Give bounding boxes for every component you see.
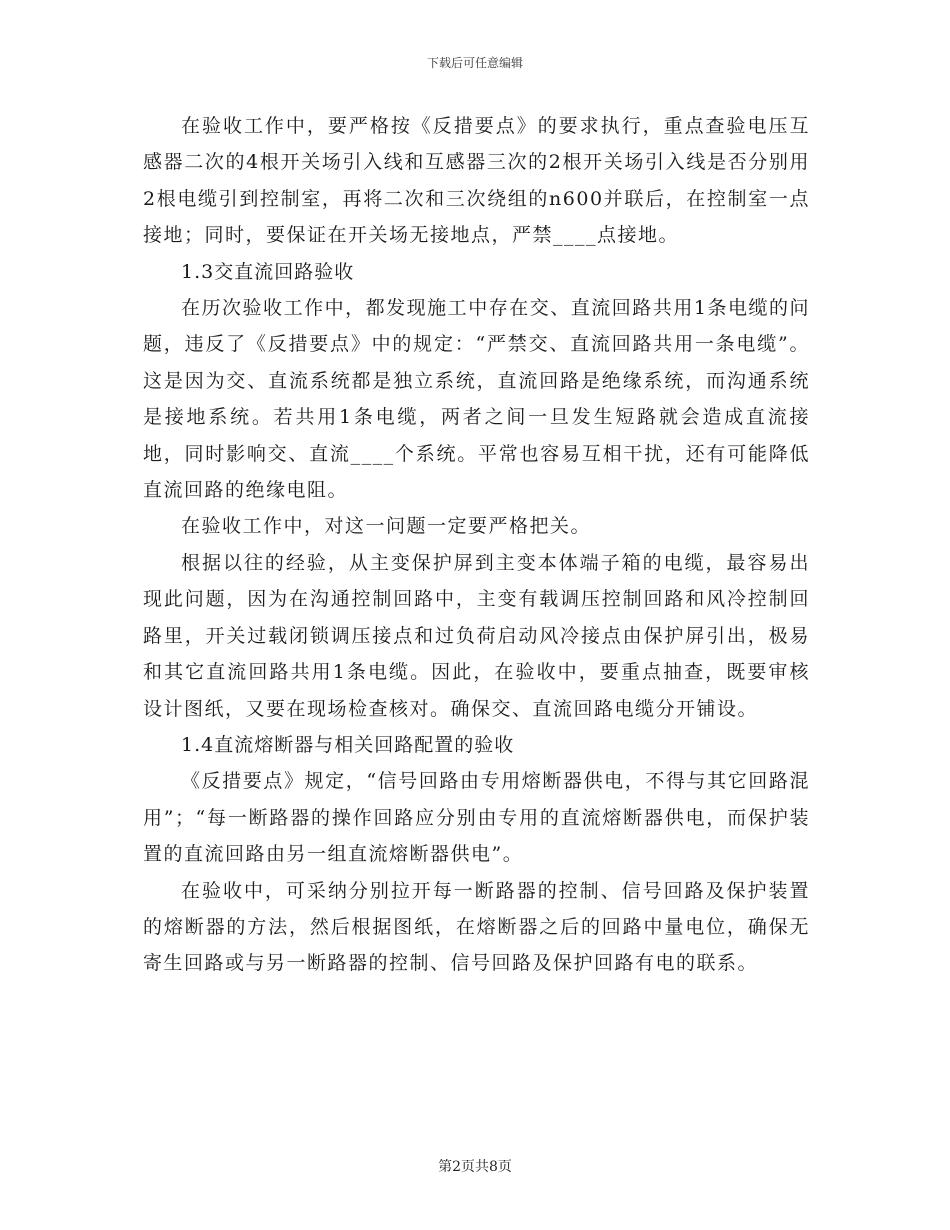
page-footer: 第2页共8页 [438, 1159, 512, 1175]
section-heading-1-4: 1.4直流熔断器与相关回路配置的验收 [181, 733, 515, 756]
paragraph-fuse-regulation: 《反措要点》规定，“信号回路由专用熔断器供电，不得与其它回路混用”；“每一断路器的操作回路应分别由专用的直流熔断器供电，而保护装置的直流回路由另一组直流熔断器供电”。 [143, 770, 810, 866]
paragraph-ac-dc-shared-cable: 在历次验收工作中，都发现施工中存在交、直流回路共用1条电缆的问题，违反了《反措要点》中的规定：“严禁交、直流回路共用一条电缆”。这是因为交、直流系统都是独立系统，直流回路是绝缘系统，而沟通系统是接地系统。若共用1条电缆，两者之间一旦发生短路就会造成直流接地，同时影响交、直流____个系统。平常也容易互相干扰，还有可能降低直流回路的绝缘电阻。 [143, 297, 810, 502]
document-body [143, 108, 810, 982]
paragraph-pt-grounding: 在验收工作中，要严格按《反措要点》的要求执行，重点查验电压互感器二次的4根开关场引入线和互感器三次的2根开关场引入线是否分别用2根电缆引到控制室，再将二次和三次绕组的n600并联后，在控制室一点接地；同时，要保证在开关场无接地点，严禁____点接地。 [143, 115, 810, 247]
paragraph-main-transformer-experience: 根据以往的经验，从主变保护屏到主变本体端子箱的电缆，最容易出现此问题，因为在沟通控制回路中，主变有载调压控制回路和风冷控制回路里，开关过载闭锁调压接点和过负荷启动风冷接点由保护屏引出，极易和其它直流回路共用1条电缆。因此，在验收中，要重点抽查，既要审核设计图纸，又要在现场检查核对。确保交、直流回路电缆分开铺设。 [143, 551, 810, 720]
paragraph-fuse-verification-method: 在验收中，可采纳分别拉开每一断路器的控制、信号回路及保护装置的熔断器的方法，然后根据图纸，在熔断器之后的回路中量电位，确保无寄生回路或与另一断路器的控制、信号回路及保护回路有电的联系。 [143, 879, 810, 975]
page-header-note: 下载后可任意编辑 [426, 56, 523, 70]
section-heading-1-3: 1.3交直流回路验收 [181, 260, 355, 283]
paragraph-strict-check: 在验收工作中，对这一问题一定要严格把关。 [181, 515, 592, 538]
